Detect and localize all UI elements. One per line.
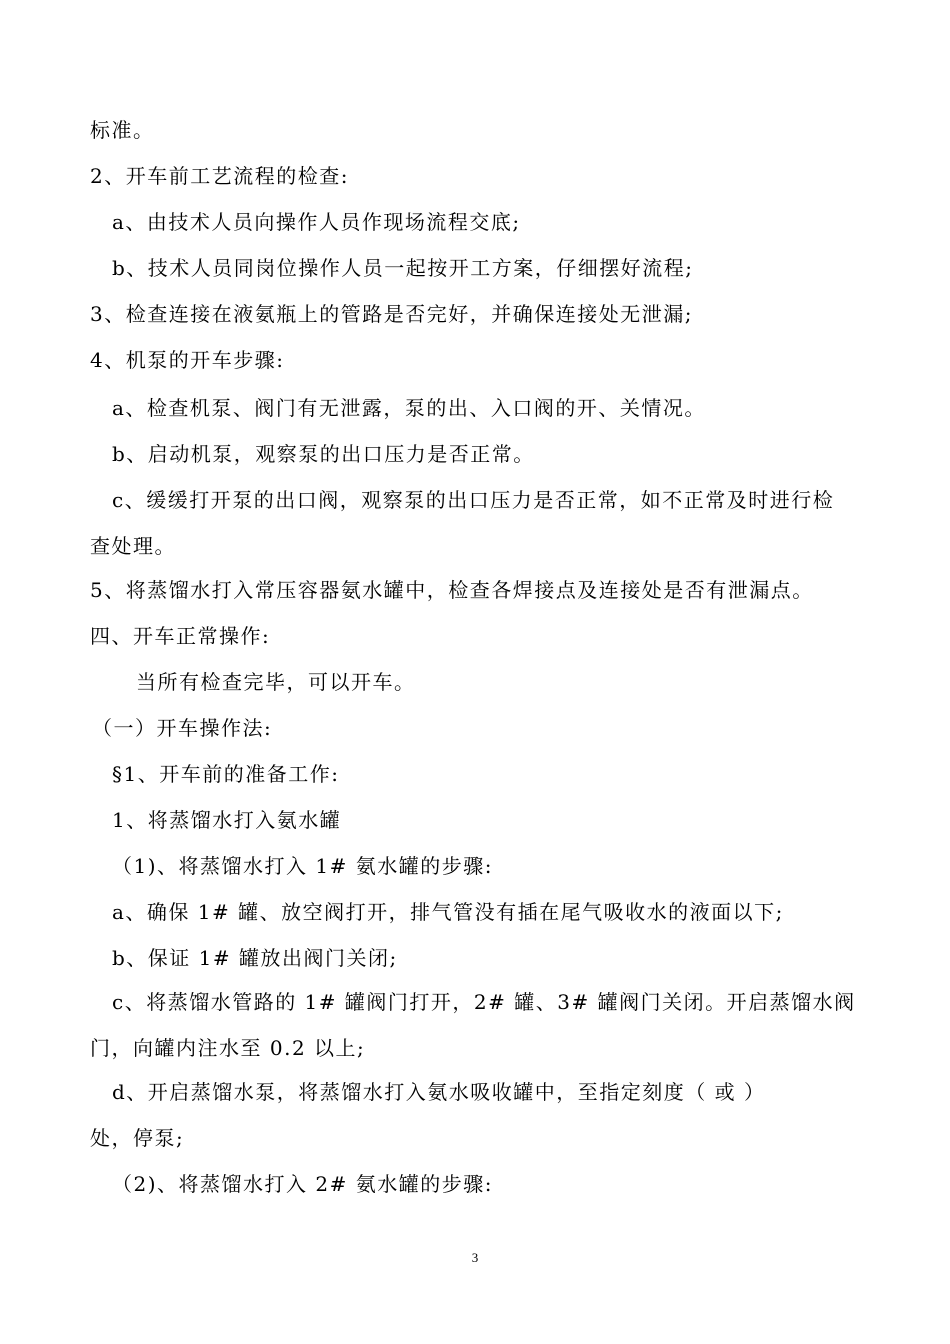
list-item: （2)、将蒸馏水打入 2# 氨水罐的步骤: xyxy=(112,1172,493,1196)
paragraph: 当所有检查完毕，可以开车。 xyxy=(136,670,416,694)
chapter-heading: 四、开车正常操作: xyxy=(90,624,271,648)
text-line: 处，停泵; xyxy=(90,1126,185,1150)
list-item: c、缓缓打开泵的出口阀，观察泵的出口压力是否正常，如不正常及时进行检 xyxy=(112,488,835,512)
subsection-heading: §1、开车前的准备工作: xyxy=(112,762,340,786)
section-heading: 5、将蒸馏水打入常压容器氨水罐中，检查各焊接点及连接处是否有泄漏点。 xyxy=(90,578,814,602)
section-heading: 2、开车前工艺流程的检查: xyxy=(90,164,349,188)
list-item: b、保证 1# 罐放出阀门关闭; xyxy=(112,946,398,970)
section-heading: 3、检查连接在液氨瓶上的管路是否完好，并确保连接处无泄漏; xyxy=(90,302,693,326)
list-item: （1)、将蒸馏水打入 1# 氨水罐的步骤: xyxy=(112,854,493,878)
list-item: a、检查机泵、阀门有无泄露，泵的出、入口阀的开、关情况。 xyxy=(112,396,706,420)
text-line: 标准。 xyxy=(90,118,155,142)
subsection-heading: （一）开车操作法: xyxy=(92,716,273,740)
list-item: b、技术人员同岗位操作人员一起按开工方案，仔细摆好流程; xyxy=(112,256,694,280)
text-line: 门，向罐内注水至 0.2 以上; xyxy=(90,1036,366,1060)
text-line: 查处理。 xyxy=(90,534,176,558)
section-heading: 4、机泵的开车步骤: xyxy=(90,348,285,372)
list-item: c、将蒸馏水管路的 1# 罐阀门打开，2# 罐、3# 罐阀门关闭。开启蒸馏水阀 xyxy=(112,990,856,1014)
list-item: a、由技术人员向操作人员作现场流程交底; xyxy=(112,210,521,234)
list-item: b、启动机泵，观察泵的出口压力是否正常。 xyxy=(112,442,535,466)
page-number: 3 xyxy=(471,1250,479,1265)
list-item: a、确保 1# 罐、放空阀打开，排气管没有插在尾气吸收水的液面以下; xyxy=(112,900,784,924)
list-item: d、开启蒸馏水泵，将蒸馏水打入氨水吸收罐中，至指定刻度（ 或 ） xyxy=(112,1080,766,1104)
list-item: 1、将蒸馏水打入氨水罐 xyxy=(112,808,342,832)
